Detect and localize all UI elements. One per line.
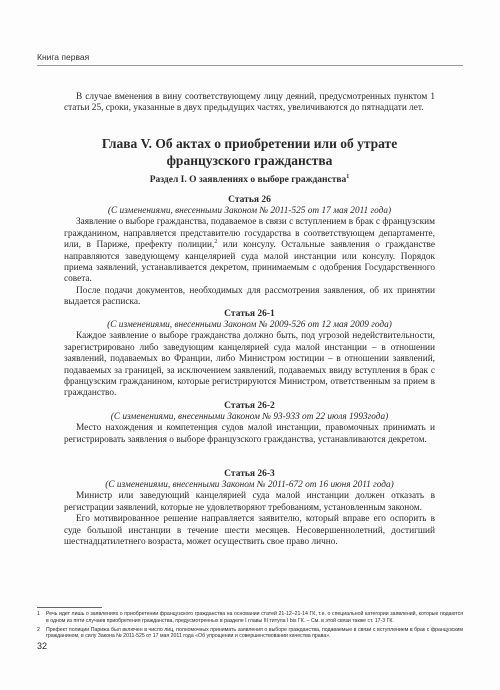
page-number: 32 (37, 641, 48, 651)
article-amendment-note: (С изменениями, внесенными Законом № 2011-525 от 17 мая 2011 года) (107, 206, 392, 216)
section-title-text: Раздел I. О заявлениях о выборе гражданства (149, 175, 347, 185)
article-paragraph: Место нахождения и компетенция судов малой инстанции, правомочных принимать и регистрировать заявления о выборе французского гражданства, устанавливаются декретом. (64, 423, 435, 445)
footnote-number: 2 (37, 626, 40, 633)
article-amendment-note: (С изменениями, внесенными Законом № 2009-526 от 12 мая 2009 года) (107, 320, 392, 330)
section-footnote-ref: 1 (346, 173, 350, 180)
footnote-rule (37, 607, 102, 608)
article-title: Статья 26-2 (224, 401, 275, 411)
article-amendment-note: (С изменениями, внесенными Законом № 2011-672 от 16 июня 2011 года) (105, 480, 394, 490)
article-26 (64, 194, 435, 309)
section-title (64, 175, 435, 185)
article-26-2 (64, 400, 435, 446)
article-paragraph: Министр или заведующий канцелярией суда малой инстанции должен отказать в регистрации заявлений, которые не удовлетворяют требованиям, установленным законом. (64, 491, 435, 513)
chapter-title: Глава V. Об актах о приобретении или об утрате французского гражданства (101, 136, 398, 168)
footnote (37, 627, 463, 641)
article-26-1 (64, 308, 435, 400)
footnote-number: 1 (37, 611, 40, 617)
running-head: Книга первая (37, 52, 90, 62)
intro-paragraph: В случае вменения в вину соответствующему лицу деяний, предусмотренных пунктом 1 статьи 25, сроки, указанные в двух предыдущих частях, увеличиваются до пятнадцати лет. (64, 92, 435, 114)
intro-block (64, 92, 435, 115)
article-title: Статья 26-3 (224, 469, 275, 479)
article-paragraph: После подачи документов, необходимых для рассмотрения заявления, об их принятии выдается расписка. (64, 285, 435, 308)
article-26-3 (64, 468, 435, 548)
footnotes (37, 611, 463, 642)
article-title: Статья 26 (228, 195, 271, 205)
footnote (37, 611, 463, 625)
article-amendment-note: (С изменениями, внесенными Законом № 93-933 от 22 июля 1993года) (110, 412, 389, 422)
article-title: Статья 26-1 (224, 309, 275, 319)
header-rule (37, 65, 463, 66)
article-paragraph: Каждое заявление о выборе гражданства должно быть, под угрозой недействительности, зарегистрировано либо заведующим канцелярией суда малой инстанции – в отношении заявлений, подаваемых во Франции, либо Министром юстиции – в отношении заявлений, подаваемых за границей, за исключением заявлений, подаваемых ввиду вступления в брак с французским гражданином, которые регистрируются Министром, ответственным за прием в гражданство. (64, 331, 435, 399)
paragraph-text: Заявление о выборе гражданства, подаваемое в связи с вступлением в брак с французским гражданином, направляется представителю государства в соответствующем департаменте, или, в Париже, префекту полиции, (64, 217, 435, 251)
article-paragraph: Его мотивированное решение направляется заявителю, который вправе его оспорить в суде большой инстанции в течение шести месяцев. Несовершеннолетний, достигший шестнадцатилетнего возраста, может осуществить свое право лично. (64, 514, 435, 548)
paragraph-text: или консулу. Остальные заявления о гражданстве направляются заведующему канцелярией суда малой инстанции или консулу. Порядок приема заявлений, устанавливается декретом, принимаемым с одобрения Государственного совета. (64, 240, 435, 285)
footnote-text: Префект полиции Парижа был включен в число лиц, полномочных принимать заявления о выборе гражданства, подаваемые в связи с вступлением в брак с французским гражданином, в силу Закона № 2011-525 от 17 мая 2011 года «Об упрощении и совершенствовании качества права». (46, 626, 463, 640)
article-paragraph (64, 217, 435, 285)
footnote-text: Речь идет лишь о заявлениях о приобретении французского гражданства на основании статей 21-12–21-14 ГК, т.е. о специальной категории заявлений, которые подаются в одном из пяти случаев приобретения гражданства, предусмотренных в разделе I главы III титула I bis ГК. – См. в этой связи также ст. 17-3 ГК. (46, 611, 463, 624)
footnote-ref: 2 (214, 239, 218, 246)
